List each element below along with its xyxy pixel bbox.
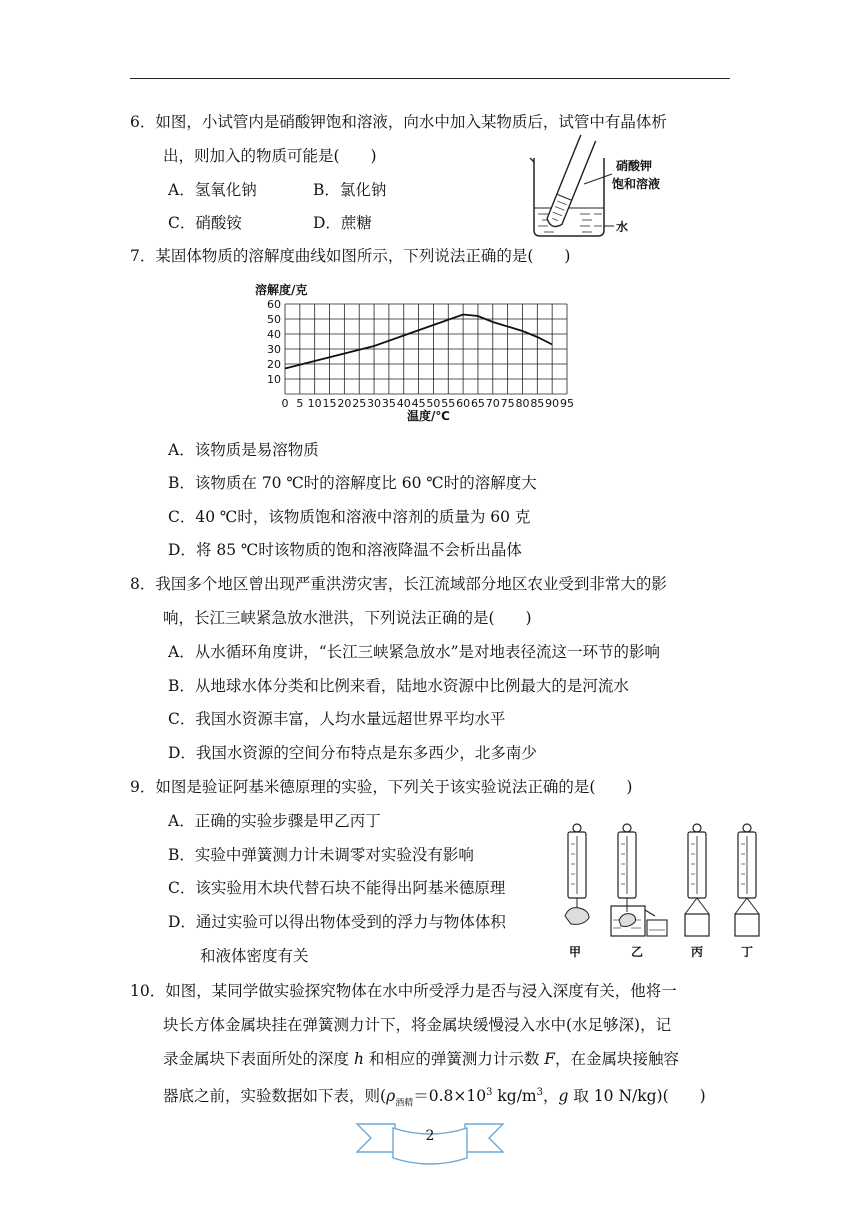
x-tick-label: 5 — [296, 397, 304, 410]
q7-solubility-chart — [255, 276, 615, 426]
x-tick-label: 65 — [470, 397, 485, 410]
x-tick-label: 40 — [396, 397, 411, 410]
x-tick-label: 95 — [560, 397, 574, 410]
q9-option-d-line2: 和液体密度有关 — [200, 947, 309, 965]
q7-option-a: A．该物质是易溶物质 — [168, 441, 319, 459]
page-number: 2 — [425, 1128, 435, 1144]
q8-option-b: B．从地球水体分类和比例来看，陆地水资源中比例最大的是河流水 — [168, 677, 629, 695]
var-f: F — [544, 1050, 556, 1068]
q6-option-b: B．氯化钠 — [313, 181, 387, 199]
var-rho: ρ — [386, 1087, 396, 1106]
x-tick-label: 85 — [530, 397, 545, 410]
x-tick-label: 70 — [485, 397, 500, 410]
label-jia: 甲 — [569, 945, 582, 959]
q6-option-d: D．蔗糖 — [313, 214, 372, 232]
q9-option-c: C．该实验用木块代替石块不能得出阿基米德原理 — [168, 879, 506, 897]
y-tick-label: 10 — [267, 373, 281, 386]
q6-stem-line2: 出，则加入的物质可能是( ) — [163, 147, 377, 165]
q6-beaker-figure — [520, 128, 720, 240]
q9-option-d-line1: D．通过实验可以得出物体受到的浮力与物体体积 — [168, 913, 506, 931]
q9-archimedes-figure — [555, 820, 765, 965]
q8-stem-line1: 8．我国多个地区曾出现严重洪涝灾害，长江流域部分地区农业受到非常大的影 — [130, 575, 667, 593]
chart-x-axis-label: 温度/℃ — [407, 409, 450, 423]
label-ding: 丁 — [741, 945, 754, 959]
q10-stem-line1: 10．如图，某同学做实验探究物体在水中所受浮力是否与浸入深度有关，他将一 — [130, 982, 677, 1000]
q10-stem-line4: 器底之前，实验数据如下表，则($\rho_{酒精}=0.8\times 10^3$ $kg/m^3$，g 取 10 N/kg)( ) — [163, 1087, 706, 1109]
y-tick-label: 50 — [267, 313, 281, 326]
q7-option-d: D．将 85 ℃时该物质的饱和溶液降温不会析出晶体 — [168, 541, 522, 559]
y-tick-label: 30 — [267, 343, 281, 356]
q8-option-a: A．从水循环角度讲，“长江三峡紧急放水”是对地表径流这一环节的影响 — [168, 643, 661, 661]
x-tick-label: 35 — [381, 397, 396, 410]
x-tick-label: 80 — [515, 397, 530, 410]
x-tick-label: 0 — [281, 397, 289, 410]
spring-scale-bing — [685, 824, 709, 936]
rho-subscript: 酒精 — [395, 1098, 414, 1109]
y-tick-label: 40 — [267, 328, 281, 341]
x-tick-label: 55 — [441, 397, 456, 410]
label-yi: 乙 — [631, 945, 644, 959]
q7-option-c: C．40 ℃时，该物质饱和溶液中溶剂的质量为 60 克 — [168, 508, 531, 526]
x-tick-label: 90 — [545, 397, 560, 410]
label-bing: 丙 — [691, 945, 704, 959]
q7-option-b: B．该物质在 70 ℃时的溶解度比 60 ℃时的溶解度大 — [168, 474, 537, 492]
x-tick-label: 50 — [426, 397, 441, 410]
x-tick-label: 75 — [500, 397, 515, 410]
q7-stem-line1: 7．某固体物质的溶解度曲线如图所示，下列说法正确的是( ) — [130, 247, 571, 265]
spring-scale-ding — [735, 824, 759, 936]
q6-label-water: 水 — [616, 220, 629, 234]
chart-y-ticks — [267, 298, 281, 386]
q6-stem-line1: 6．如图，小试管内是硝酸钾饱和溶液，向水中加入某物质后，试管中有晶体析 — [130, 113, 667, 131]
q8-option-c: C．我国水资源丰富，人均水量远超世界平均水平 — [168, 710, 506, 728]
q9-option-b: B．实验中弹簧测力计未调零对实验没有影响 — [168, 846, 474, 864]
q10-stem-line3: 录金属块下表面所处的深度 h 和相应的弹簧测力计示数 F，在金属块接触容 — [163, 1050, 680, 1068]
q8-stem-line2: 响，长江三峡紧急放水泄洪，下列说法正确的是( ) — [163, 609, 532, 627]
x-tick-label: 20 — [337, 397, 352, 410]
x-tick-label: 10 — [307, 397, 322, 410]
y-tick-label: 20 — [267, 358, 281, 371]
q9-option-a: A．正确的实验步骤是甲乙丙丁 — [168, 812, 381, 830]
q6-label-saturated-solution: 饱和溶液 — [612, 177, 661, 191]
q6-label-potassium-nitrate: 硝酸钾 — [616, 159, 653, 173]
q6-option-c: C．硝酸铵 — [168, 214, 242, 232]
x-tick-label: 45 — [411, 397, 426, 410]
q8-option-d: D．我国水资源的空间分布特点是东多西少，北多南少 — [168, 744, 537, 762]
x-tick-label: 30 — [367, 397, 382, 410]
q6-option-a: A．氢氧化钠 — [168, 181, 257, 199]
x-tick-label: 25 — [352, 397, 367, 410]
chart-grid — [285, 304, 567, 394]
chart-y-axis-label: 溶解度/克 — [255, 283, 308, 297]
spring-scale-jia — [565, 824, 589, 924]
spring-scale-yi — [611, 824, 667, 936]
x-tick-label: 60 — [456, 397, 471, 410]
q9-stem-line1: 9．如图是验证阿基米德原理的实验，下列关于该实验说法正确的是( ) — [130, 778, 633, 796]
var-h: h — [353, 1050, 364, 1068]
y-tick-label: 60 — [267, 298, 281, 311]
q10-stem-line2: 块长方体金属块挂在弹簧测力计下，将金属块缓慢浸入水中(水足够深)，记 — [163, 1016, 672, 1034]
header-rule — [130, 78, 730, 79]
x-tick-label: 15 — [322, 397, 337, 410]
var-g: g — [558, 1087, 569, 1106]
